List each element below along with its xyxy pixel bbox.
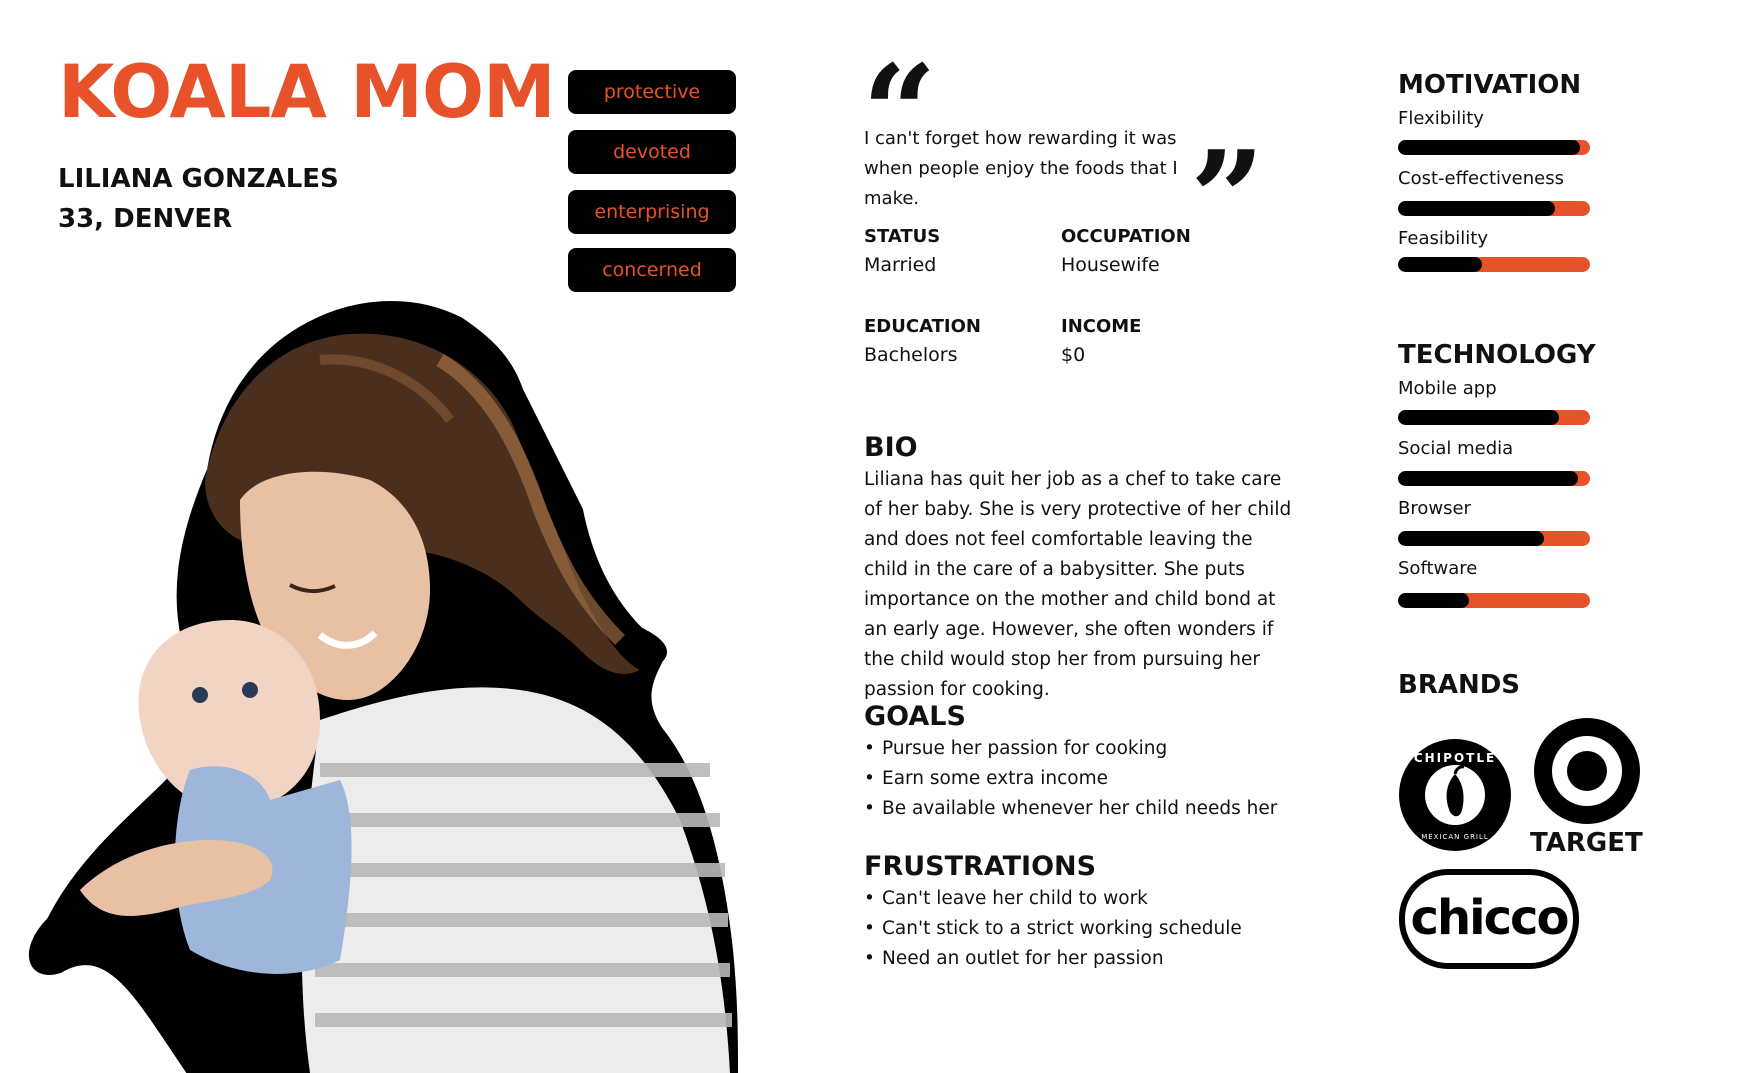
income-value: $0 xyxy=(1061,344,1086,366)
technology-heading: TECHNOLOGY xyxy=(1398,340,1596,370)
goals-heading: GOALS xyxy=(864,701,966,732)
chipotle-logo xyxy=(1398,738,1512,852)
bar-fill xyxy=(1398,471,1578,486)
education-label: EDUCATION xyxy=(864,316,981,337)
motivation-label: Cost-effectiveness xyxy=(1398,168,1564,189)
bio-heading: BIO xyxy=(864,432,918,463)
quote-open-icon: “ xyxy=(862,36,937,189)
mother-and-baby-photo xyxy=(20,300,740,1073)
list-item: • Pursue her passion for cooking xyxy=(864,734,1304,764)
goals-list xyxy=(864,734,1304,824)
frustrations-heading: FRUSTRATIONS xyxy=(864,851,1097,882)
technology-label: Software xyxy=(1398,558,1478,579)
chicco-logo-text: chicco xyxy=(1410,890,1568,946)
bio-text: Liliana has quit her job as a chef to take care of her baby. She is very protective of her child and does not feel comfortable leaving the child in the care of a babysitter. She puts importance on the mother and child bond at an early age. However, she often wonders if the child would stop her from pursuing her passion for cooking. xyxy=(864,469,1292,700)
list-item: • Earn some extra income xyxy=(864,764,1304,794)
status-label: STATUS xyxy=(864,226,941,247)
list-item: • Be available whenever her child needs her xyxy=(864,794,1304,824)
quote-text: I can't forget how rewarding it was when people enjoy the foods that I make. xyxy=(864,128,1178,209)
frustrations-list xyxy=(864,884,1304,974)
chipotle-logo-text: CHIPOTLE xyxy=(1413,751,1497,765)
motivation-bar xyxy=(1398,201,1590,216)
technology-bar xyxy=(1398,471,1590,486)
trait-pill: protective xyxy=(568,70,736,114)
motivation-heading: MOTIVATION xyxy=(1398,70,1582,100)
persona-title: KOALA MOM xyxy=(58,50,555,135)
motivation-bar xyxy=(1398,257,1590,272)
persona-name: LILIANA GONZALES xyxy=(58,164,339,194)
technology-label: Social media xyxy=(1398,438,1514,459)
income-label: INCOME xyxy=(1061,316,1142,337)
bar-fill xyxy=(1398,531,1544,546)
quote-close-icon: ” xyxy=(1190,122,1265,275)
list-item: • Can't leave her child to work xyxy=(864,884,1304,914)
education-value: Bachelors xyxy=(864,344,958,366)
occupation-value: Housewife xyxy=(1061,254,1160,276)
list-item: • Need an outlet for her passion xyxy=(864,944,1304,974)
technology-bar xyxy=(1398,410,1590,425)
motivation-bar xyxy=(1398,140,1590,155)
trait-pill: concerned xyxy=(568,248,736,292)
technology-label: Browser xyxy=(1398,498,1471,519)
status-value: Married xyxy=(864,254,937,276)
bar-fill xyxy=(1398,593,1469,608)
motivation-label: Feasibility xyxy=(1398,228,1488,249)
bar-fill xyxy=(1398,201,1555,216)
brands-heading: BRANDS xyxy=(1398,670,1521,700)
bar-fill xyxy=(1398,257,1482,272)
persona-age-location: 33, DENVER xyxy=(58,204,233,234)
target-logo xyxy=(1532,716,1642,826)
bar-fill xyxy=(1398,410,1559,425)
chipotle-logo-subtext: MEXICAN GRILL xyxy=(1421,833,1489,841)
target-label: TARGET xyxy=(1530,828,1643,858)
chicco-logo xyxy=(1398,868,1580,970)
occupation-label: OCCUPATION xyxy=(1061,226,1191,247)
technology-bar xyxy=(1398,531,1590,546)
motivation-label: Flexibility xyxy=(1398,108,1484,129)
trait-pill: devoted xyxy=(568,130,736,174)
list-item: • Can't stick to a strict working schedule xyxy=(864,914,1304,944)
trait-pill: enterprising xyxy=(568,190,736,234)
technology-bar xyxy=(1398,593,1590,608)
technology-label: Mobile app xyxy=(1398,378,1497,399)
bar-fill xyxy=(1398,140,1580,155)
